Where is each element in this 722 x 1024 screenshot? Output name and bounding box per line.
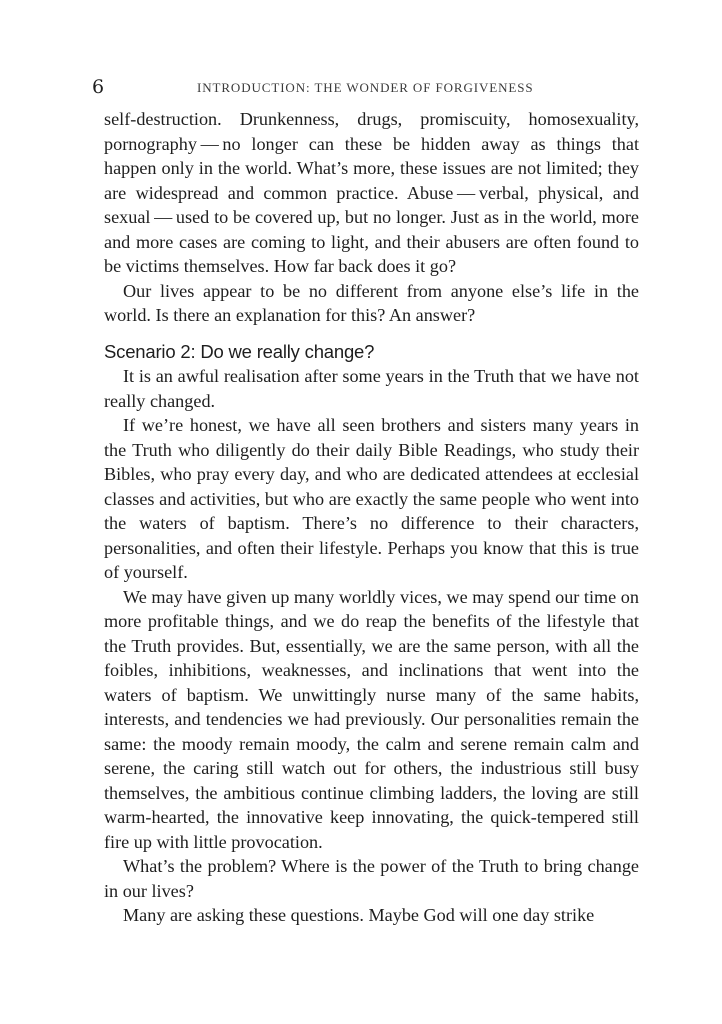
running-title: INTRODUCTION: THE WONDER OF FORGIVENESS	[197, 80, 534, 95]
paragraph: It is an awful realisation after some years in the Truth that we have not really changed.	[104, 366, 639, 411]
paragraph: If we’re honest, we have all seen brothers and sisters many years in the Truth who diligently do their daily Bible Readings, who study their Bibles, who pray every day, and who are dedicated attendees at ecclesial classes and activities, but who are exactly the same people who went into the waters of baptism. There’s no difference to their characters, personalities, and often their lifestyle. Perhaps you know that this is true of yourself.	[104, 415, 639, 582]
paragraph: What’s the problem? Where is the power of the Truth to bring change in our lives?	[104, 856, 639, 901]
paragraph: Our lives appear to be no different from anyone else’s life in the world. Is there an explanation for this? An answer?	[104, 280, 639, 325]
paragraph-continued: self-destruction. Drunkenness, drugs, promiscuity, homosexuality, pornography — no longer can these be hidden away as things that happen only in the world. What’s more, these issues are not limited; they are widespread and common practice. Abuse — verbal, physical, and sexual — used to be covered up, but no longer. Just as in the world, more and more cases are coming to light, and their abusers are often found to be victims themselves. How far back does it go?	[104, 109, 639, 276]
paragraph-last-line: Many are asking these questions. Maybe God will one day strike	[123, 905, 595, 925]
page-number: 6	[92, 76, 105, 98]
section-heading: Scenario 2: Do we really change?	[104, 340, 375, 362]
paragraph: We may have given up many worldly vices, we may spend our time on more profitable things, and we do reap the benefits of the lifestyle that the Truth provides. But, essentially, we are the same person, with all the foibles, inhibitions, weaknesses, and inclinations that went into the waters of baptism. We unwittingly nurse many of the same habits, interests, and tendencies we had previously. Our personalities remain the same: the moody remain moody, the calm and serene remain calm and serene, the caring still watch out for others, the industrious still busy themselves, the ambitious continue climbing ladders, the loving are still warm-hearted, the innovative keep innovating, the quick-tempered still fire up with little provocation.	[104, 586, 639, 852]
body-text	[104, 107, 639, 928]
running-head	[92, 76, 637, 100]
